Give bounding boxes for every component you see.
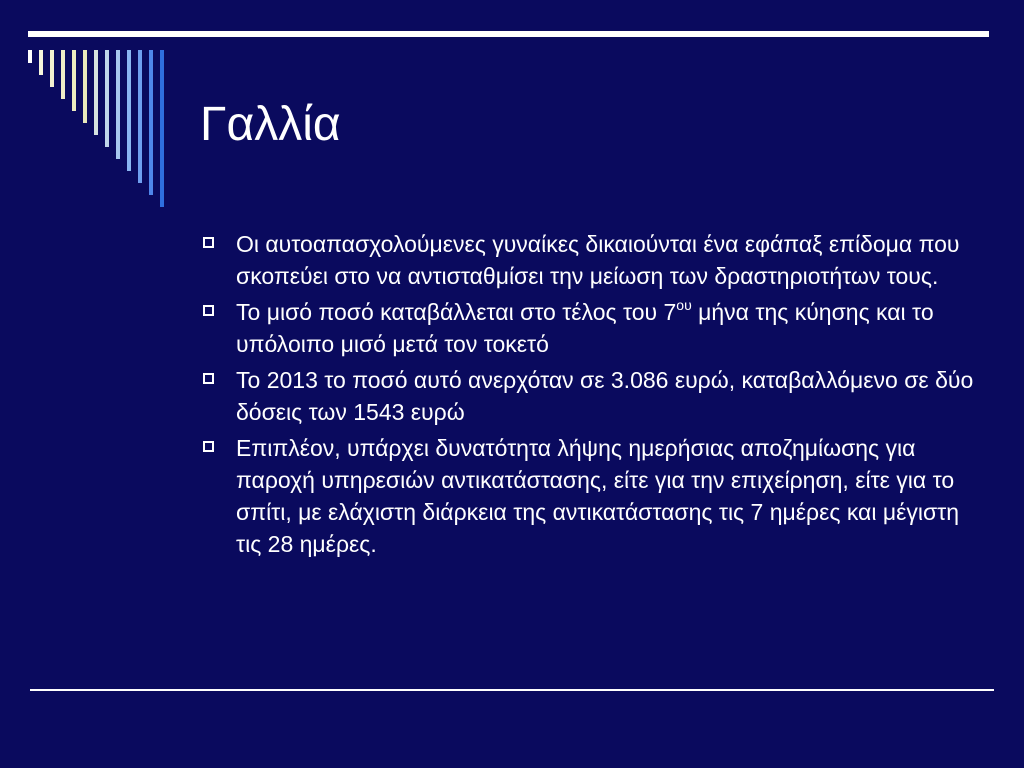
bullet-text: Το 2013 το ποσό αυτό ανερχόταν σε 3.086 ευρώ, καταβαλλόμενο σε δύο δόσεις των 1543 ευρώ: [236, 367, 974, 425]
bullet-item: [200, 432, 980, 560]
stripe-4: [61, 50, 65, 99]
stripe-12: [149, 50, 153, 195]
stripe-2: [39, 50, 43, 75]
stripe-7: [94, 50, 98, 135]
bullet-text-pre: Το μισό ποσό καταβάλλεται στο τέλος του 7: [236, 299, 677, 325]
hollow-square-icon: [203, 237, 214, 248]
stripe-10: [127, 50, 131, 171]
bullet-item: [200, 296, 980, 360]
bullet-item: [200, 228, 980, 292]
bullet-text-superscript: ου: [676, 297, 692, 313]
stripe-8: [105, 50, 109, 147]
stripe-5: [72, 50, 76, 111]
stripe-13: [160, 50, 164, 207]
hollow-square-icon: [203, 441, 214, 452]
bullet-list: [200, 228, 980, 564]
stripe-6: [83, 50, 87, 123]
hollow-square-icon: [203, 305, 214, 316]
stripe-11: [138, 50, 142, 183]
stripe-1: [28, 50, 32, 63]
slide-title: Γαλλία: [200, 98, 341, 151]
bullet-text-post: μήνα της κύησης και το υπόλοιπο μισό μετά τον τοκετό: [236, 299, 934, 357]
decorative-stripes: [0, 0, 200, 220]
stripe-3: [50, 50, 54, 87]
bullet-text: Επιπλέον, υπάρχει δυνατότητα λήψης ημερήσιας αποζημίωσης για παροχή υπηρεσιών αντικατάστασης, είτε για την επιχείρηση, είτε για το σπίτι, με ελάχιστη διάρκεια της αντικατάστασης τις 7 ημέρες και μέγιστη τις 28 ημέρες.: [236, 435, 960, 557]
hollow-square-icon: [203, 373, 214, 384]
bottom-rule: [30, 689, 994, 691]
bullet-text: Οι αυτοαπασχολούμενες γυναίκες δικαιούνται ένα εφάπαξ επίδομα που σκοπεύει στο να αντισταθμίσει την μείωση των δραστηριοτήτων τους.: [236, 231, 960, 289]
stripe-9: [116, 50, 120, 159]
bullet-item: [200, 364, 980, 428]
